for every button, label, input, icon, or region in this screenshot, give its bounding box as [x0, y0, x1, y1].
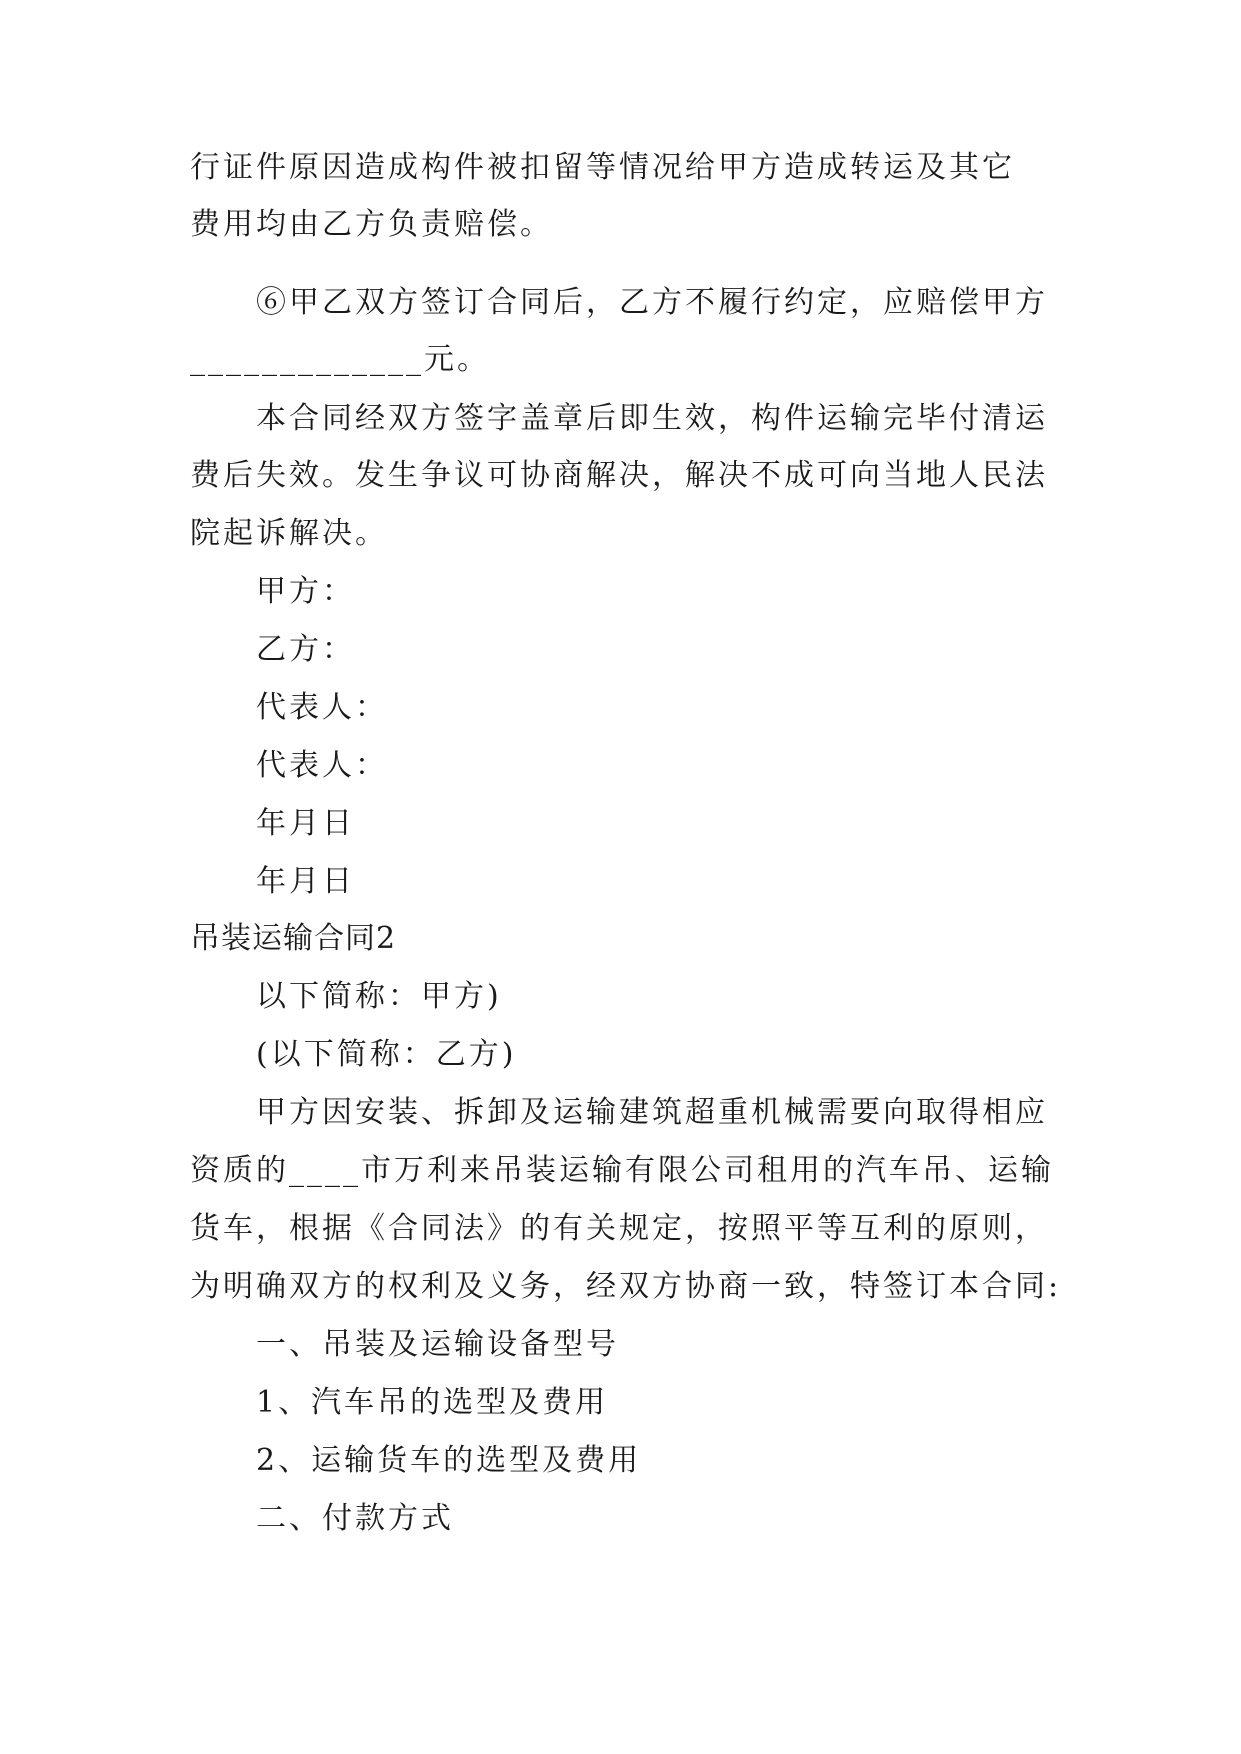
- list-item: 2、运输货车的选型及费用: [256, 1443, 642, 1478]
- paragraph-line: 货车，根据《合同法》的有关规定，按照平等互利的原则，: [190, 1211, 1048, 1246]
- paragraph-line: ⑥甲乙双方签订合同后，乙方不履行约定，应赔偿甲方: [256, 285, 1048, 320]
- signature-date: 年月日: [256, 864, 355, 899]
- section-title: 吊装运输合同2: [190, 921, 397, 956]
- signature-date: 年月日: [256, 806, 355, 841]
- paragraph-line: 甲方因安装、拆卸及运输建筑超重机械需要向取得相应: [256, 1095, 1048, 1130]
- section-heading: 二、付款方式: [256, 1501, 454, 1536]
- section-heading: 一、吊装及运输设备型号: [256, 1327, 619, 1362]
- signature-party-b: 乙方：: [256, 632, 355, 667]
- paragraph-line: 为明确双方的权利及义务，经双方协商一致，特签订本合同:: [190, 1269, 1062, 1304]
- paragraph-line: 费用均由乙方负责赔偿。: [190, 207, 553, 242]
- paragraph-line: 以下简称：甲方): [256, 979, 502, 1014]
- list-item: 1、汽车吊的选型及费用: [256, 1385, 609, 1420]
- paragraph-line: 行证件原因造成构件被扣留等情况给甲方造成转运及其它: [190, 150, 1015, 185]
- signature-representative: 代表人：: [256, 690, 388, 725]
- paragraph-line: (以下简称：乙方): [256, 1037, 517, 1072]
- paragraph-line: 本合同经双方签字盖章后即生效，构件运输完毕付清运: [256, 401, 1048, 436]
- signature-party-a: 甲方：: [256, 574, 355, 609]
- paragraph-line: 院起诉解决。: [190, 516, 388, 551]
- paragraph-line: _____________元。: [190, 342, 490, 377]
- paragraph-line: 费后失效。发生争议可协商解决，解决不成可向当地人民法: [190, 458, 1048, 493]
- signature-representative: 代表人：: [256, 748, 388, 783]
- paragraph-line: 资质的____市万利来吊装运输有限公司租用的汽车吊、运输: [190, 1153, 1054, 1188]
